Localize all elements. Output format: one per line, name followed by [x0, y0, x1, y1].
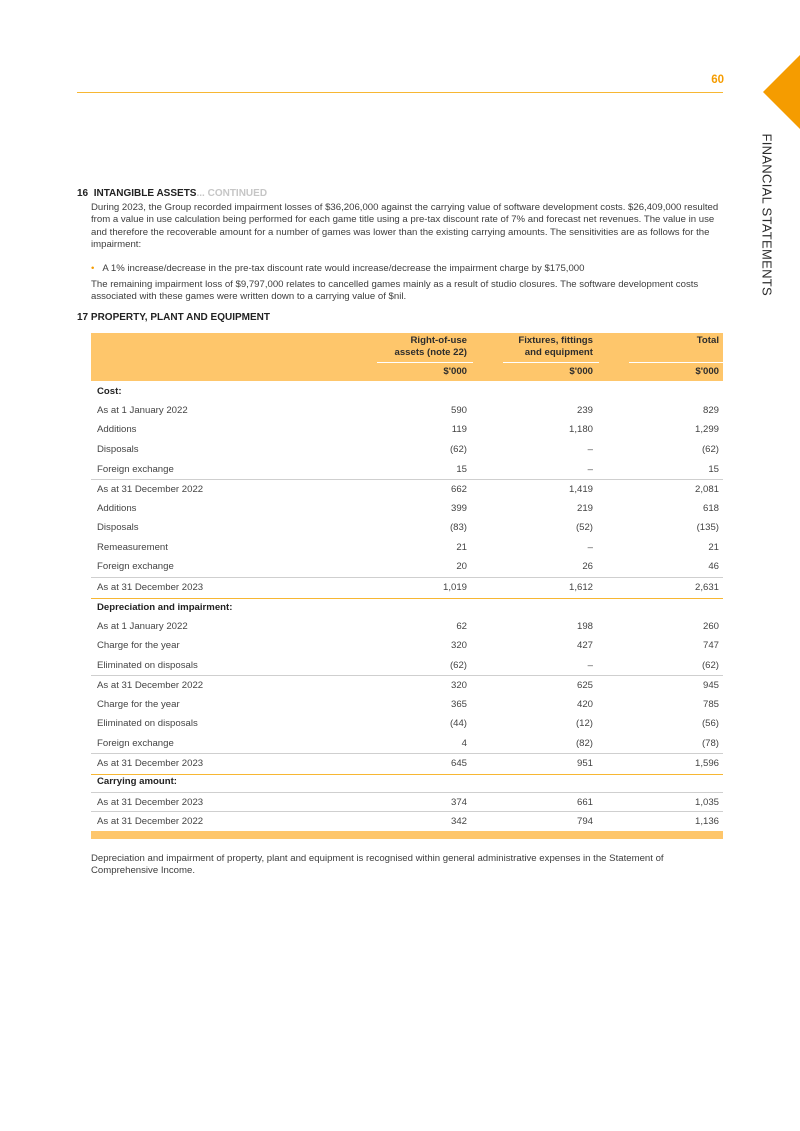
cell-total: 15 — [708, 464, 719, 475]
table-row — [91, 636, 723, 656]
table-row — [91, 577, 723, 599]
cell-total: (56) — [701, 718, 719, 729]
row-label: As at 31 December 2022 — [97, 680, 204, 691]
cell-total: 1,299 — [694, 424, 719, 435]
cell-total: 1,136 — [694, 816, 719, 827]
row-label: As at 31 December 2022 — [97, 816, 204, 827]
cell-right-of-use: 15 — [456, 464, 467, 475]
cell-fixtures: 661 — [576, 797, 593, 808]
section-16-number: 16 — [77, 188, 89, 199]
side-label-text: FINANCIAL STATEMENTS — [759, 133, 775, 296]
cell-right-of-use: 399 — [450, 503, 467, 514]
row-label: Foreign exchange — [97, 561, 174, 572]
row-label: As at 1 January 2022 — [97, 405, 188, 416]
cell-right-of-use: 21 — [456, 542, 467, 553]
unit-divider — [629, 362, 725, 363]
cell-fixtures: – — [587, 660, 593, 671]
table-row — [91, 382, 723, 402]
table-row — [91, 518, 723, 538]
unit-divider — [377, 362, 473, 363]
cell-right-of-use: 320 — [450, 680, 467, 691]
table-row — [91, 538, 723, 558]
row-label: As at 31 December 2022 — [97, 484, 204, 495]
cell-total: 2,631 — [694, 582, 719, 593]
row-label: Charge for the year — [97, 640, 180, 651]
cell-right-of-use: 320 — [450, 640, 467, 651]
row-label: Foreign exchange — [97, 738, 174, 749]
cell-fixtures: (12) — [575, 718, 593, 729]
cell-total: 46 — [708, 561, 719, 572]
cell-fixtures: 420 — [576, 699, 593, 710]
header-rule — [77, 92, 723, 93]
row-label: Additions — [97, 424, 137, 435]
section-16-paragraph-1: During 2023, the Group recorded impairment losses of $36,206,000 against the carrying value of software development costs. $26,409,000 resulted from a value in use calculation being performed for each game title using a pre-tax discount rate of 7% and forecast net revenues. The value in use and therefore the recoverable amount for a number of games was lower than the existing carrying amounts. The sensitivities are as follows for the impairment: — [91, 202, 719, 250]
cell-fixtures: – — [587, 444, 593, 455]
row-label: Foreign exchange — [97, 464, 174, 475]
table-row — [91, 617, 723, 637]
table-row — [91, 401, 723, 421]
cell-total: 785 — [702, 699, 719, 710]
cell-fixtures: 26 — [582, 561, 593, 572]
cell-right-of-use: 590 — [450, 405, 467, 416]
row-label: Depreciation and impairment: — [97, 602, 233, 613]
table-row — [91, 420, 723, 440]
cell-fixtures: 1,419 — [568, 484, 593, 495]
section-16-title: INTANGIBLE ASSETS — [93, 188, 197, 199]
table-row — [91, 792, 723, 813]
cell-fixtures: 427 — [576, 640, 593, 651]
cell-fixtures: 239 — [576, 405, 593, 416]
table-row — [91, 714, 723, 734]
cell-total: 1,596 — [694, 758, 719, 769]
table-row — [91, 695, 723, 715]
cell-fixtures: 219 — [576, 503, 593, 514]
bullet-icon: • — [91, 263, 95, 274]
table-row — [91, 772, 723, 792]
cell-total: (78) — [701, 738, 719, 749]
section-16-continued: ... CONTINUED — [196, 188, 268, 199]
cell-fixtures: 198 — [576, 621, 593, 632]
row-label: Charge for the year — [97, 699, 180, 710]
cell-right-of-use: 662 — [450, 484, 467, 495]
row-label: Remeasurement — [97, 542, 168, 553]
cell-total: 1,035 — [694, 797, 719, 808]
cell-fixtures: – — [587, 542, 593, 553]
table-row — [91, 598, 723, 618]
corner-tab — [763, 55, 800, 129]
section-17-number: 17 — [77, 312, 89, 323]
cell-total: 260 — [702, 621, 719, 632]
unit-label: $'000 — [569, 366, 593, 377]
cell-right-of-use: 20 — [456, 561, 467, 572]
cell-total: 829 — [702, 405, 719, 416]
column-header-total: Total — [696, 335, 719, 346]
row-label: Cost: — [97, 386, 122, 397]
cell-total: 21 — [708, 542, 719, 553]
table-row — [91, 557, 723, 577]
table-row — [91, 656, 723, 676]
section-16-paragraph-2: The remaining impairment loss of $9,797,000 relates to cancelled games mainly as a result of studio closures. The software development costs associated with these games were written down to a carrying value of $nil. — [91, 279, 699, 303]
table-row — [91, 479, 723, 500]
cell-fixtures: 625 — [576, 680, 593, 691]
row-label: As at 31 December 2023 — [97, 797, 204, 808]
cell-total: (62) — [701, 444, 719, 455]
cell-total: (62) — [701, 660, 719, 671]
cell-fixtures: 794 — [576, 816, 593, 827]
cell-right-of-use: (62) — [449, 660, 467, 671]
row-label: Eliminated on disposals — [97, 718, 198, 729]
cell-total: 747 — [702, 640, 719, 651]
table-row — [91, 499, 723, 519]
cell-total: (135) — [696, 522, 719, 533]
section-16-bullet — [91, 263, 723, 275]
cell-fixtures: (52) — [575, 522, 593, 533]
table-row — [91, 734, 723, 754]
cell-right-of-use: 62 — [456, 621, 467, 632]
row-label: As at 1 January 2022 — [97, 621, 188, 632]
cell-fixtures: 1,612 — [568, 582, 593, 593]
cell-right-of-use: (83) — [449, 522, 467, 533]
unit-label: $'000 — [695, 366, 719, 377]
row-label: As at 31 December 2023 — [97, 582, 204, 593]
cell-right-of-use: 119 — [451, 424, 467, 435]
cell-right-of-use: 1,019 — [442, 582, 467, 593]
table-row — [91, 440, 723, 460]
cell-total: 2,081 — [694, 484, 719, 495]
cell-fixtures: 951 — [576, 758, 593, 769]
section-17-heading — [77, 312, 270, 323]
page-number: 60 — [711, 74, 724, 86]
cell-right-of-use: (62) — [449, 444, 467, 455]
table-footer-band — [91, 831, 723, 839]
row-label: Disposals — [97, 444, 139, 455]
cell-right-of-use: 342 — [450, 816, 467, 827]
cell-right-of-use: (44) — [449, 718, 467, 729]
cell-fixtures: 1,180 — [568, 424, 593, 435]
cell-fixtures: – — [587, 464, 593, 475]
cell-right-of-use: 645 — [450, 758, 467, 769]
row-label: As at 31 December 2023 — [97, 758, 204, 769]
cell-right-of-use: 374 — [450, 797, 467, 808]
cell-total: 945 — [702, 680, 719, 691]
bullet-text: A 1% increase/decrease in the pre-tax discount rate would increase/decrease the impairment charge by $175,000 — [102, 263, 585, 274]
cell-fixtures: (82) — [575, 738, 593, 749]
row-label: Carrying amount: — [97, 776, 177, 787]
unit-label: $'000 — [443, 366, 467, 377]
column-header-fixtures: Fixtures, fittings and equipment — [518, 335, 593, 359]
cell-total: 618 — [702, 503, 719, 514]
column-header-right-of-use: Right-of-use assets (note 22) — [394, 335, 467, 359]
row-label: Disposals — [97, 522, 139, 533]
table-row — [91, 460, 723, 480]
table-row — [91, 811, 723, 833]
row-label: Eliminated on disposals — [97, 660, 198, 671]
unit-divider — [503, 362, 599, 363]
section-16-heading — [77, 188, 267, 199]
side-section-label — [759, 133, 775, 296]
section-17-title: PROPERTY, PLANT AND EQUIPMENT — [90, 312, 270, 323]
row-label: Additions — [97, 503, 137, 514]
table-row — [91, 675, 723, 696]
cell-right-of-use: 365 — [450, 699, 467, 710]
cell-right-of-use: 4 — [461, 738, 467, 749]
table-footnote: Depreciation and impairment of property, plant and equipment is recognised within general administrative expenses in the Statement of Comprehensive Income. — [91, 853, 664, 877]
